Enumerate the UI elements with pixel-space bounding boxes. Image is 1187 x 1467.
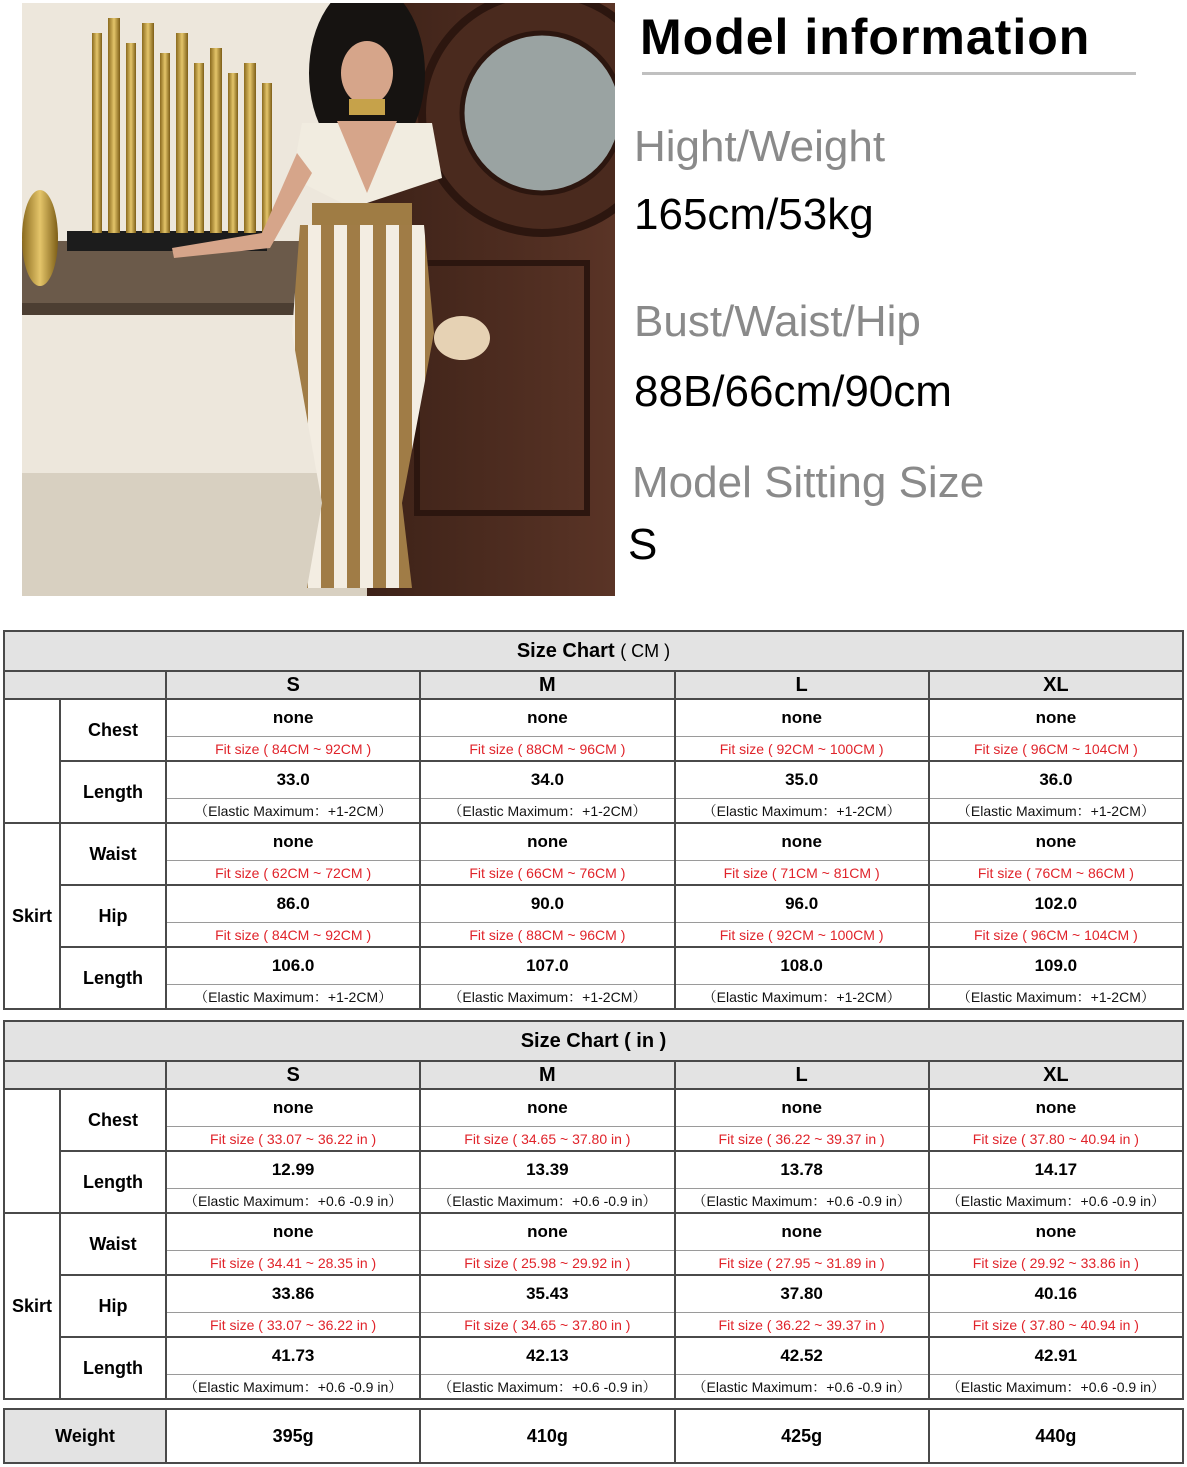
value-cell: 106.0 [166, 947, 420, 985]
weight-value-s: 395g [166, 1409, 420, 1463]
value-cell: 109.0 [929, 947, 1183, 985]
weight-table [3, 1408, 1184, 1464]
elastic-note: （Elastic Maximum：+1-2CM） [166, 985, 420, 1010]
model-information-title: Model information [640, 9, 1091, 65]
model-information-panel [630, 0, 1170, 600]
value-cell: none [675, 1213, 929, 1251]
elastic-note: （Elastic Maximum：+0.6 -0.9 in） [420, 1189, 674, 1214]
fit-size-note: Fit size ( 36.22 ~ 39.37 in ) [675, 1313, 929, 1338]
size-header-m: M [420, 1061, 674, 1089]
elastic-note: （Elastic Maximum：+0.6 -0.9 in） [166, 1189, 420, 1214]
fit-size-note: Fit size ( 88CM ~ 96CM ) [420, 737, 674, 762]
weight-value-xl: 440g [929, 1409, 1183, 1463]
value-cell: 13.78 [675, 1151, 929, 1189]
size-chart-in-unit: ( in ) [624, 1029, 667, 1052]
value-cell: 107.0 [420, 947, 674, 985]
value-cell: 35.43 [420, 1275, 674, 1313]
value-cell: 12.99 [166, 1151, 420, 1189]
height-weight-label: Hight/Weight [634, 122, 886, 171]
top-group-cell [4, 1089, 60, 1213]
value-cell: 34.0 [420, 761, 674, 799]
model-photo-illustration [22, 3, 615, 596]
value-cell: 40.16 [929, 1275, 1183, 1313]
fit-size-note: Fit size ( 33.07 ~ 36.22 in ) [166, 1313, 420, 1338]
row-label-waist: Waist [60, 1213, 166, 1275]
size-header-xl: XL [929, 1061, 1183, 1089]
value-cell: none [166, 1089, 420, 1127]
value-cell: 36.0 [929, 761, 1183, 799]
row-label-skirt-length: Length [60, 947, 166, 1009]
height-weight-value: 165cm/53kg [634, 190, 874, 239]
elastic-note: （Elastic Maximum：+1-2CM） [420, 799, 674, 824]
fit-size-note: Fit size ( 92CM ~ 100CM ) [675, 923, 929, 948]
weight-value-l: 425g [675, 1409, 929, 1463]
value-cell: none [929, 1213, 1183, 1251]
size-chart-cm-title-text: Size Chart [516, 639, 615, 662]
size-header-l: L [675, 671, 929, 699]
fit-size-note: Fit size ( 37.80 ~ 40.94 in ) [929, 1313, 1183, 1338]
row-label-chest: Chest [60, 699, 166, 761]
size-header-s: S [166, 1061, 420, 1089]
value-cell: 41.73 [166, 1337, 420, 1375]
model-photo [22, 3, 615, 596]
elastic-note: （Elastic Maximum：+1-2CM） [929, 985, 1183, 1010]
fit-size-note: Fit size ( 27.95 ~ 31.89 in ) [675, 1251, 929, 1276]
row-label-chest: Chest [60, 1089, 166, 1151]
fit-size-note: Fit size ( 33.07 ~ 36.22 in ) [166, 1127, 420, 1152]
size-chart-cm-title [4, 631, 1183, 671]
elastic-note: （Elastic Maximum：+0.6 -0.9 in） [929, 1189, 1183, 1214]
fit-size-note: Fit size ( 84CM ~ 92CM ) [166, 923, 420, 948]
elastic-note: （Elastic Maximum：+0.6 -0.9 in） [675, 1375, 929, 1400]
value-cell: none [420, 699, 674, 737]
size-chart-in-title [4, 1021, 1183, 1061]
row-label-hip: Hip [60, 1275, 166, 1337]
elastic-note: （Elastic Maximum：+0.6 -0.9 in） [420, 1375, 674, 1400]
elastic-note: （Elastic Maximum：+1-2CM） [420, 985, 674, 1010]
fit-size-note: Fit size ( 66CM ~ 76CM ) [420, 861, 674, 886]
fit-size-note: Fit size ( 84CM ~ 92CM ) [166, 737, 420, 762]
elastic-note: （Elastic Maximum：+0.6 -0.9 in） [675, 1189, 929, 1214]
value-cell: 35.0 [675, 761, 929, 799]
header-blank [4, 671, 166, 699]
fit-size-note: Fit size ( 71CM ~ 81CM ) [675, 861, 929, 886]
fit-size-note: Fit size ( 76CM ~ 86CM ) [929, 861, 1183, 886]
elastic-note: （Elastic Maximum：+0.6 -0.9 in） [929, 1375, 1183, 1400]
fit-size-note: Fit size ( 36.22 ~ 39.37 in ) [675, 1127, 929, 1152]
fit-size-note: Fit size ( 96CM ~ 104CM ) [929, 737, 1183, 762]
value-cell: 42.13 [420, 1337, 674, 1375]
fit-size-note: Fit size ( 34.65 ~ 37.80 in ) [420, 1313, 674, 1338]
elastic-note: （Elastic Maximum：+0.6 -0.9 in） [166, 1375, 420, 1400]
value-cell: none [420, 823, 674, 861]
title-divider [642, 72, 1136, 75]
fit-size-note: Fit size ( 92CM ~ 100CM ) [675, 737, 929, 762]
elastic-note: （Elastic Maximum：+1-2CM） [929, 799, 1183, 824]
size-header-xl: XL [929, 671, 1183, 699]
row-label-skirt-length: Length [60, 1337, 166, 1399]
measurements-value: 88B/66cm/90cm [634, 367, 952, 416]
value-cell: 33.0 [166, 761, 420, 799]
fit-size-note: Fit size ( 37.80 ~ 40.94 in ) [929, 1127, 1183, 1152]
sitting-size-value: S [628, 520, 658, 569]
elastic-note: （Elastic Maximum：+1-2CM） [675, 985, 929, 1010]
value-cell: none [675, 699, 929, 737]
header-blank [4, 1061, 166, 1089]
size-chart-in [3, 1020, 1184, 1400]
elastic-note: （Elastic Maximum：+1-2CM） [166, 799, 420, 824]
row-label-top-length: Length [60, 761, 166, 823]
value-cell: none [166, 699, 420, 737]
fit-size-note: Fit size ( 34.41 ~ 28.35 in ) [166, 1251, 420, 1276]
value-cell: 102.0 [929, 885, 1183, 923]
fit-size-note: Fit size ( 29.92 ~ 33.86 in ) [929, 1251, 1183, 1276]
top-group-cell [4, 699, 60, 823]
size-chart-cm [3, 630, 1184, 1010]
weight-value-m: 410g [420, 1409, 674, 1463]
sitting-size-label: Model Sitting Size [632, 458, 985, 507]
weight-label: Weight [4, 1409, 166, 1463]
value-cell: 37.80 [675, 1275, 929, 1313]
value-cell: 86.0 [166, 885, 420, 923]
value-cell: none [420, 1089, 674, 1127]
value-cell: 108.0 [675, 947, 929, 985]
value-cell: none [166, 1213, 420, 1251]
value-cell: 96.0 [675, 885, 929, 923]
value-cell: none [675, 823, 929, 861]
size-chart-in-title-text: Size Chart [520, 1029, 619, 1052]
row-label-waist: Waist [60, 823, 166, 885]
elastic-note: （Elastic Maximum：+1-2CM） [675, 799, 929, 824]
fit-size-note: Fit size ( 34.65 ~ 37.80 in ) [420, 1127, 674, 1152]
value-cell: 33.86 [166, 1275, 420, 1313]
value-cell: none [929, 1089, 1183, 1127]
value-cell: 42.52 [675, 1337, 929, 1375]
value-cell: 90.0 [420, 885, 674, 923]
value-cell: none [929, 699, 1183, 737]
size-header-l: L [675, 1061, 929, 1089]
fit-size-note: Fit size ( 25.98 ~ 29.92 in ) [420, 1251, 674, 1276]
value-cell: 42.91 [929, 1337, 1183, 1375]
group-label-skirt: Skirt [4, 823, 60, 1009]
row-label-top-length: Length [60, 1151, 166, 1213]
fit-size-note: Fit size ( 62CM ~ 72CM ) [166, 861, 420, 886]
size-header-m: M [420, 671, 674, 699]
size-header-s: S [166, 671, 420, 699]
size-chart-cm-unit: ( CM ) [620, 640, 671, 661]
value-cell: 14.17 [929, 1151, 1183, 1189]
group-label-skirt: Skirt [4, 1213, 60, 1399]
value-cell: 13.39 [420, 1151, 674, 1189]
row-label-hip: Hip [60, 885, 166, 947]
measurements-label: Bust/Waist/Hip [634, 297, 921, 346]
value-cell: none [420, 1213, 674, 1251]
value-cell: none [675, 1089, 929, 1127]
value-cell: none [166, 823, 420, 861]
fit-size-note: Fit size ( 88CM ~ 96CM ) [420, 923, 674, 948]
fit-size-note: Fit size ( 96CM ~ 104CM ) [929, 923, 1183, 948]
value-cell: none [929, 823, 1183, 861]
